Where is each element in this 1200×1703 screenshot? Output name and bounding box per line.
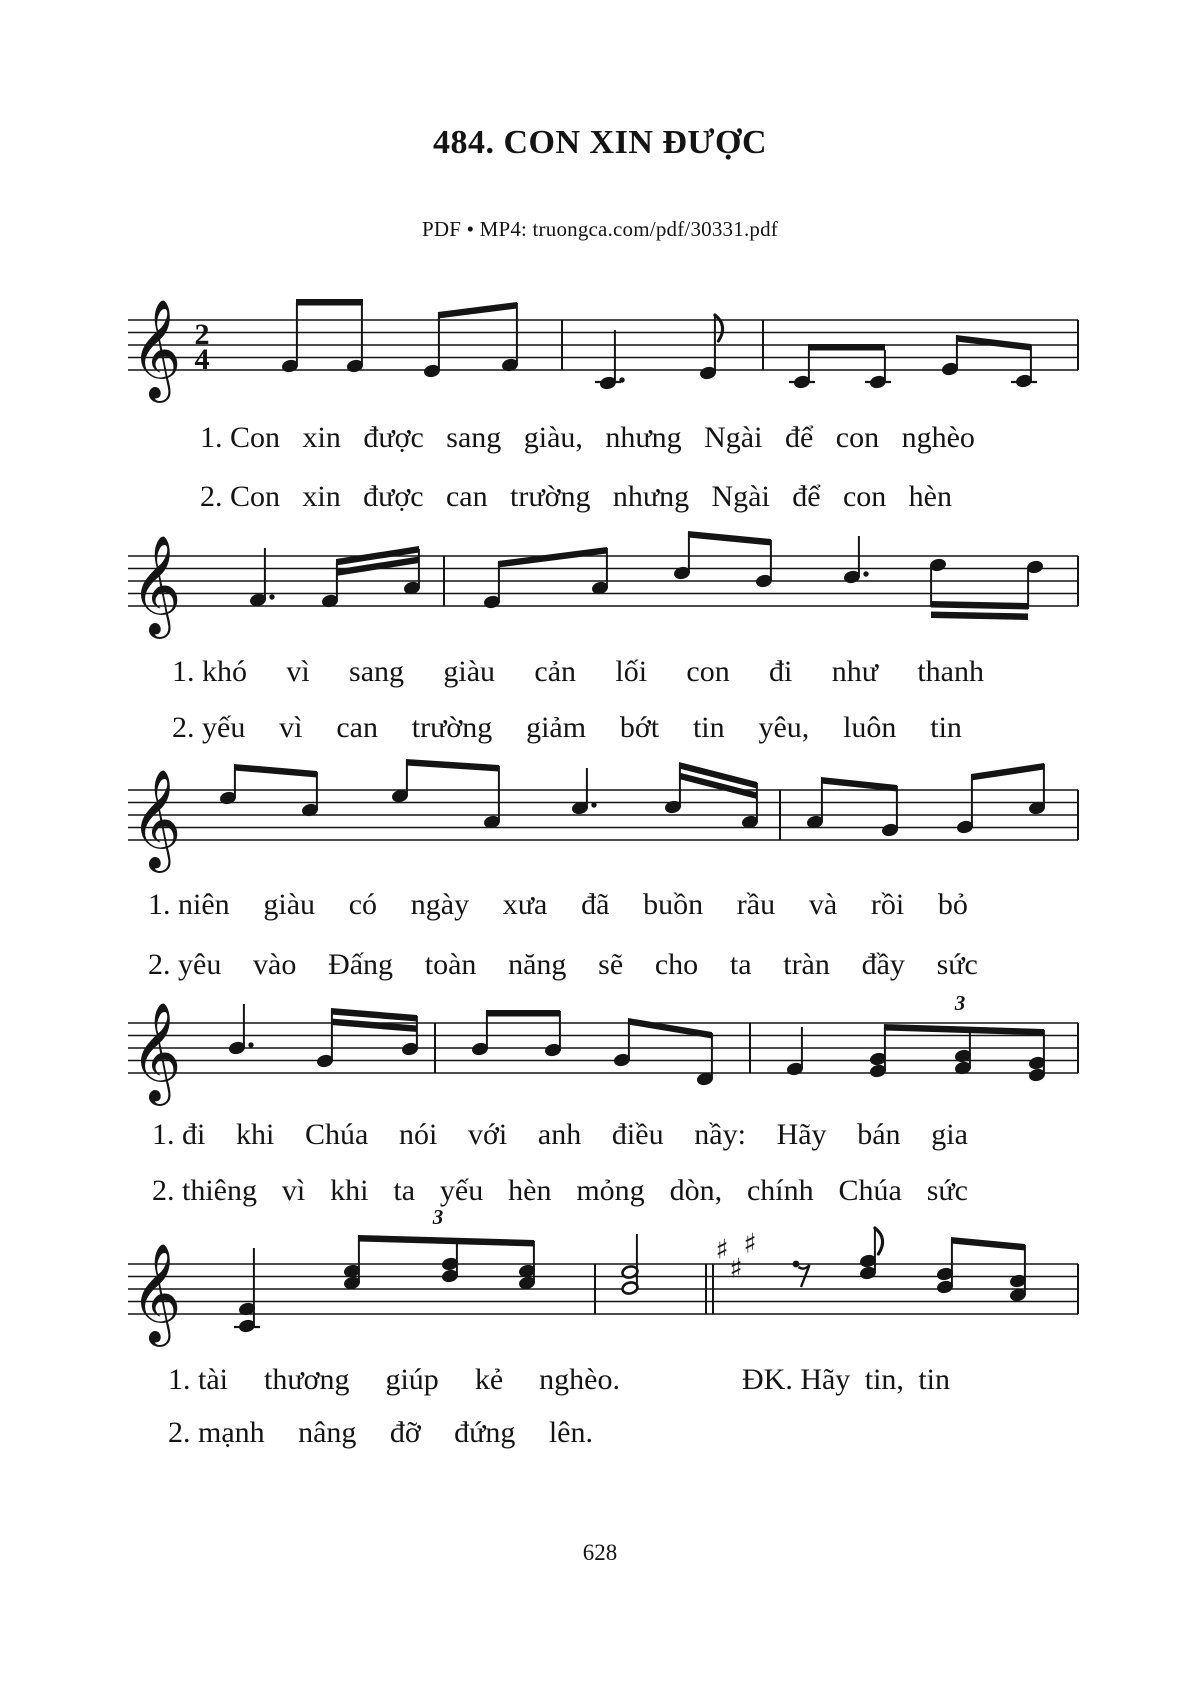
svg-text:2: 2 <box>194 318 210 351</box>
treble-clef-icon: 𝄞 <box>130 1002 182 1102</box>
lyric-word: xin <box>302 480 341 513</box>
lyric-word: giàu, <box>523 421 583 454</box>
lyric-word: lên. <box>548 1416 593 1449</box>
sharp-icon: ♯ <box>715 1234 729 1266</box>
lyric-line <box>152 1117 968 1153</box>
lyric-line <box>200 420 975 456</box>
lyric-word: sức <box>936 948 978 981</box>
lyric-word: trường <box>510 480 591 513</box>
treble-clef-icon: 𝄞 <box>130 535 182 635</box>
lyric-word: Ngài <box>704 421 763 454</box>
lyric-word: ĐK. Hãy <box>742 1363 851 1396</box>
lyric-word: dòn, <box>669 1174 723 1207</box>
lyric-line <box>148 947 978 983</box>
lyric-word: vì <box>281 1174 306 1207</box>
lyric-word: vì <box>286 655 310 688</box>
page-number: 628 <box>582 1540 618 1565</box>
lyric-word: và <box>808 888 838 921</box>
lyric-word: Chúa <box>305 1118 369 1151</box>
lyric-word: tin <box>918 1363 950 1396</box>
sharp-icon: ♯ <box>729 1253 743 1285</box>
lyric-word: giảm <box>526 711 587 744</box>
lyric-word: 2. Con <box>200 480 281 513</box>
lyric-word: vào <box>253 948 297 981</box>
lyric-word: với <box>468 1118 508 1151</box>
lyric-line <box>172 710 962 746</box>
lyric-group <box>168 1362 620 1398</box>
lyric-word: nhưng <box>605 421 682 454</box>
lyric-word: để <box>792 480 821 513</box>
lyric-word: bán <box>857 1118 901 1151</box>
lyric-word: rầu <box>736 888 776 921</box>
lyric-word: khi <box>330 1174 369 1207</box>
lyric-word: con <box>835 421 880 454</box>
lyric-word: được <box>363 421 424 454</box>
lyric-word: con <box>686 655 730 688</box>
lyric-word: yếu <box>439 1174 484 1207</box>
lyric-word: can <box>445 480 488 513</box>
lyric-word: giúp <box>385 1363 439 1396</box>
lyric-word: anh <box>537 1118 582 1151</box>
lyric-word: 2. yếu <box>172 711 246 744</box>
lyric-word: đứng <box>454 1416 516 1449</box>
lyric-line <box>168 1362 950 1398</box>
lyric-line <box>152 1173 968 1209</box>
lyric-word: Ngài <box>711 480 770 513</box>
treble-clef-icon: 𝄞 <box>130 1243 182 1343</box>
lyric-word: ta <box>393 1174 416 1207</box>
lyric-word: xưa <box>502 888 548 921</box>
lyric-word: kẻ <box>474 1363 504 1396</box>
lyric-word: giàu <box>263 888 316 921</box>
sharp-icon: ♯ <box>743 1228 757 1260</box>
lyric-word: tin, <box>864 1363 904 1396</box>
lyric-word: năng <box>508 948 567 981</box>
lyric-word: cho <box>654 948 699 981</box>
lyric-line <box>148 887 968 923</box>
lyric-word: sang <box>349 655 405 688</box>
lyric-word: nhưng <box>612 480 690 513</box>
treble-clef-icon: 𝄞 <box>130 299 182 399</box>
lyric-word: nghèo <box>901 421 975 454</box>
lyric-word: sức <box>926 1174 968 1207</box>
lyric-word: chính <box>746 1174 814 1207</box>
lyric-word: như <box>831 655 878 688</box>
lyric-word: cản <box>534 655 577 688</box>
song-title: 484. CON XIN ĐƯỢC <box>432 124 767 161</box>
lyric-word: trường <box>411 711 493 744</box>
lyric-word: 1. tài <box>168 1363 228 1396</box>
lyric-word: đi <box>769 655 793 688</box>
lyric-word: xin <box>302 421 341 454</box>
lyric-word: toàn <box>424 948 477 981</box>
lyric-word: mỏng <box>576 1174 645 1207</box>
lyric-word: sang <box>446 421 502 454</box>
lyric-word: hèn <box>508 1174 552 1207</box>
lyric-word: 1. khó <box>172 655 247 688</box>
svg-text:3: 3 <box>432 1205 444 1229</box>
lyric-line <box>172 654 984 690</box>
lyric-word: buồn <box>643 888 704 921</box>
lyric-word: đỡ <box>389 1416 421 1449</box>
lyric-word: đầy <box>861 948 905 981</box>
lyric-word: nghèo. <box>539 1363 620 1396</box>
lyric-word: yêu, <box>758 711 810 744</box>
lyric-word: bỏ <box>937 888 968 921</box>
lyric-word: tin <box>930 711 962 744</box>
svg-text:4: 4 <box>194 343 210 376</box>
lyric-line <box>200 479 952 515</box>
svg-text:3: 3 <box>954 991 966 1015</box>
lyric-word: hèn <box>908 480 952 513</box>
lyric-word: điều <box>611 1118 664 1151</box>
lyric-word: đã <box>581 888 610 921</box>
lyric-group <box>742 1362 950 1398</box>
lyric-word: 2. thiêng <box>152 1174 257 1207</box>
song-source-link: PDF • MP4: truongca.com/pdf/30331.pdf <box>422 217 778 241</box>
lyric-word: bớt <box>619 711 660 744</box>
lyric-word: có <box>348 888 378 921</box>
lyric-word: nầy: <box>694 1118 746 1151</box>
lyric-word: được <box>363 480 424 513</box>
lyric-word: lối <box>615 655 648 688</box>
lyric-word: thanh <box>917 655 984 688</box>
lyric-word: khi <box>236 1118 275 1151</box>
lyric-word: rồi <box>870 888 905 921</box>
lyric-word: ta <box>729 948 752 981</box>
lyric-word: sẽ <box>598 948 624 981</box>
lyric-word: Hãy <box>776 1118 827 1151</box>
lyric-word: vì <box>279 711 303 744</box>
lyric-word: can <box>336 711 378 744</box>
lyric-word: Chúa <box>838 1174 902 1207</box>
lyric-word: ngày <box>410 888 470 921</box>
lyric-word: con <box>842 480 887 513</box>
treble-clef-icon: 𝄞 <box>130 769 182 869</box>
lyric-word: 2. yêu <box>148 948 222 981</box>
lyric-word: 1. niên <box>148 888 230 921</box>
lyric-word: tin <box>692 711 725 744</box>
lyric-word: gia <box>931 1118 968 1151</box>
lyric-line <box>168 1415 593 1451</box>
lyric-word: 2. mạnh <box>168 1416 265 1449</box>
lyric-word: giàu <box>443 655 496 688</box>
lyric-word: thương <box>264 1363 350 1396</box>
lyric-word: nâng <box>298 1416 357 1449</box>
lyric-word: 1. Con <box>200 421 281 454</box>
lyric-word: luôn <box>843 711 897 744</box>
lyric-word: để <box>784 421 814 454</box>
lyric-word: nói <box>399 1118 438 1151</box>
lyric-word: Đấng <box>328 948 394 981</box>
lyric-word: 1. đi <box>152 1118 206 1151</box>
lyric-word: tràn <box>783 948 830 981</box>
